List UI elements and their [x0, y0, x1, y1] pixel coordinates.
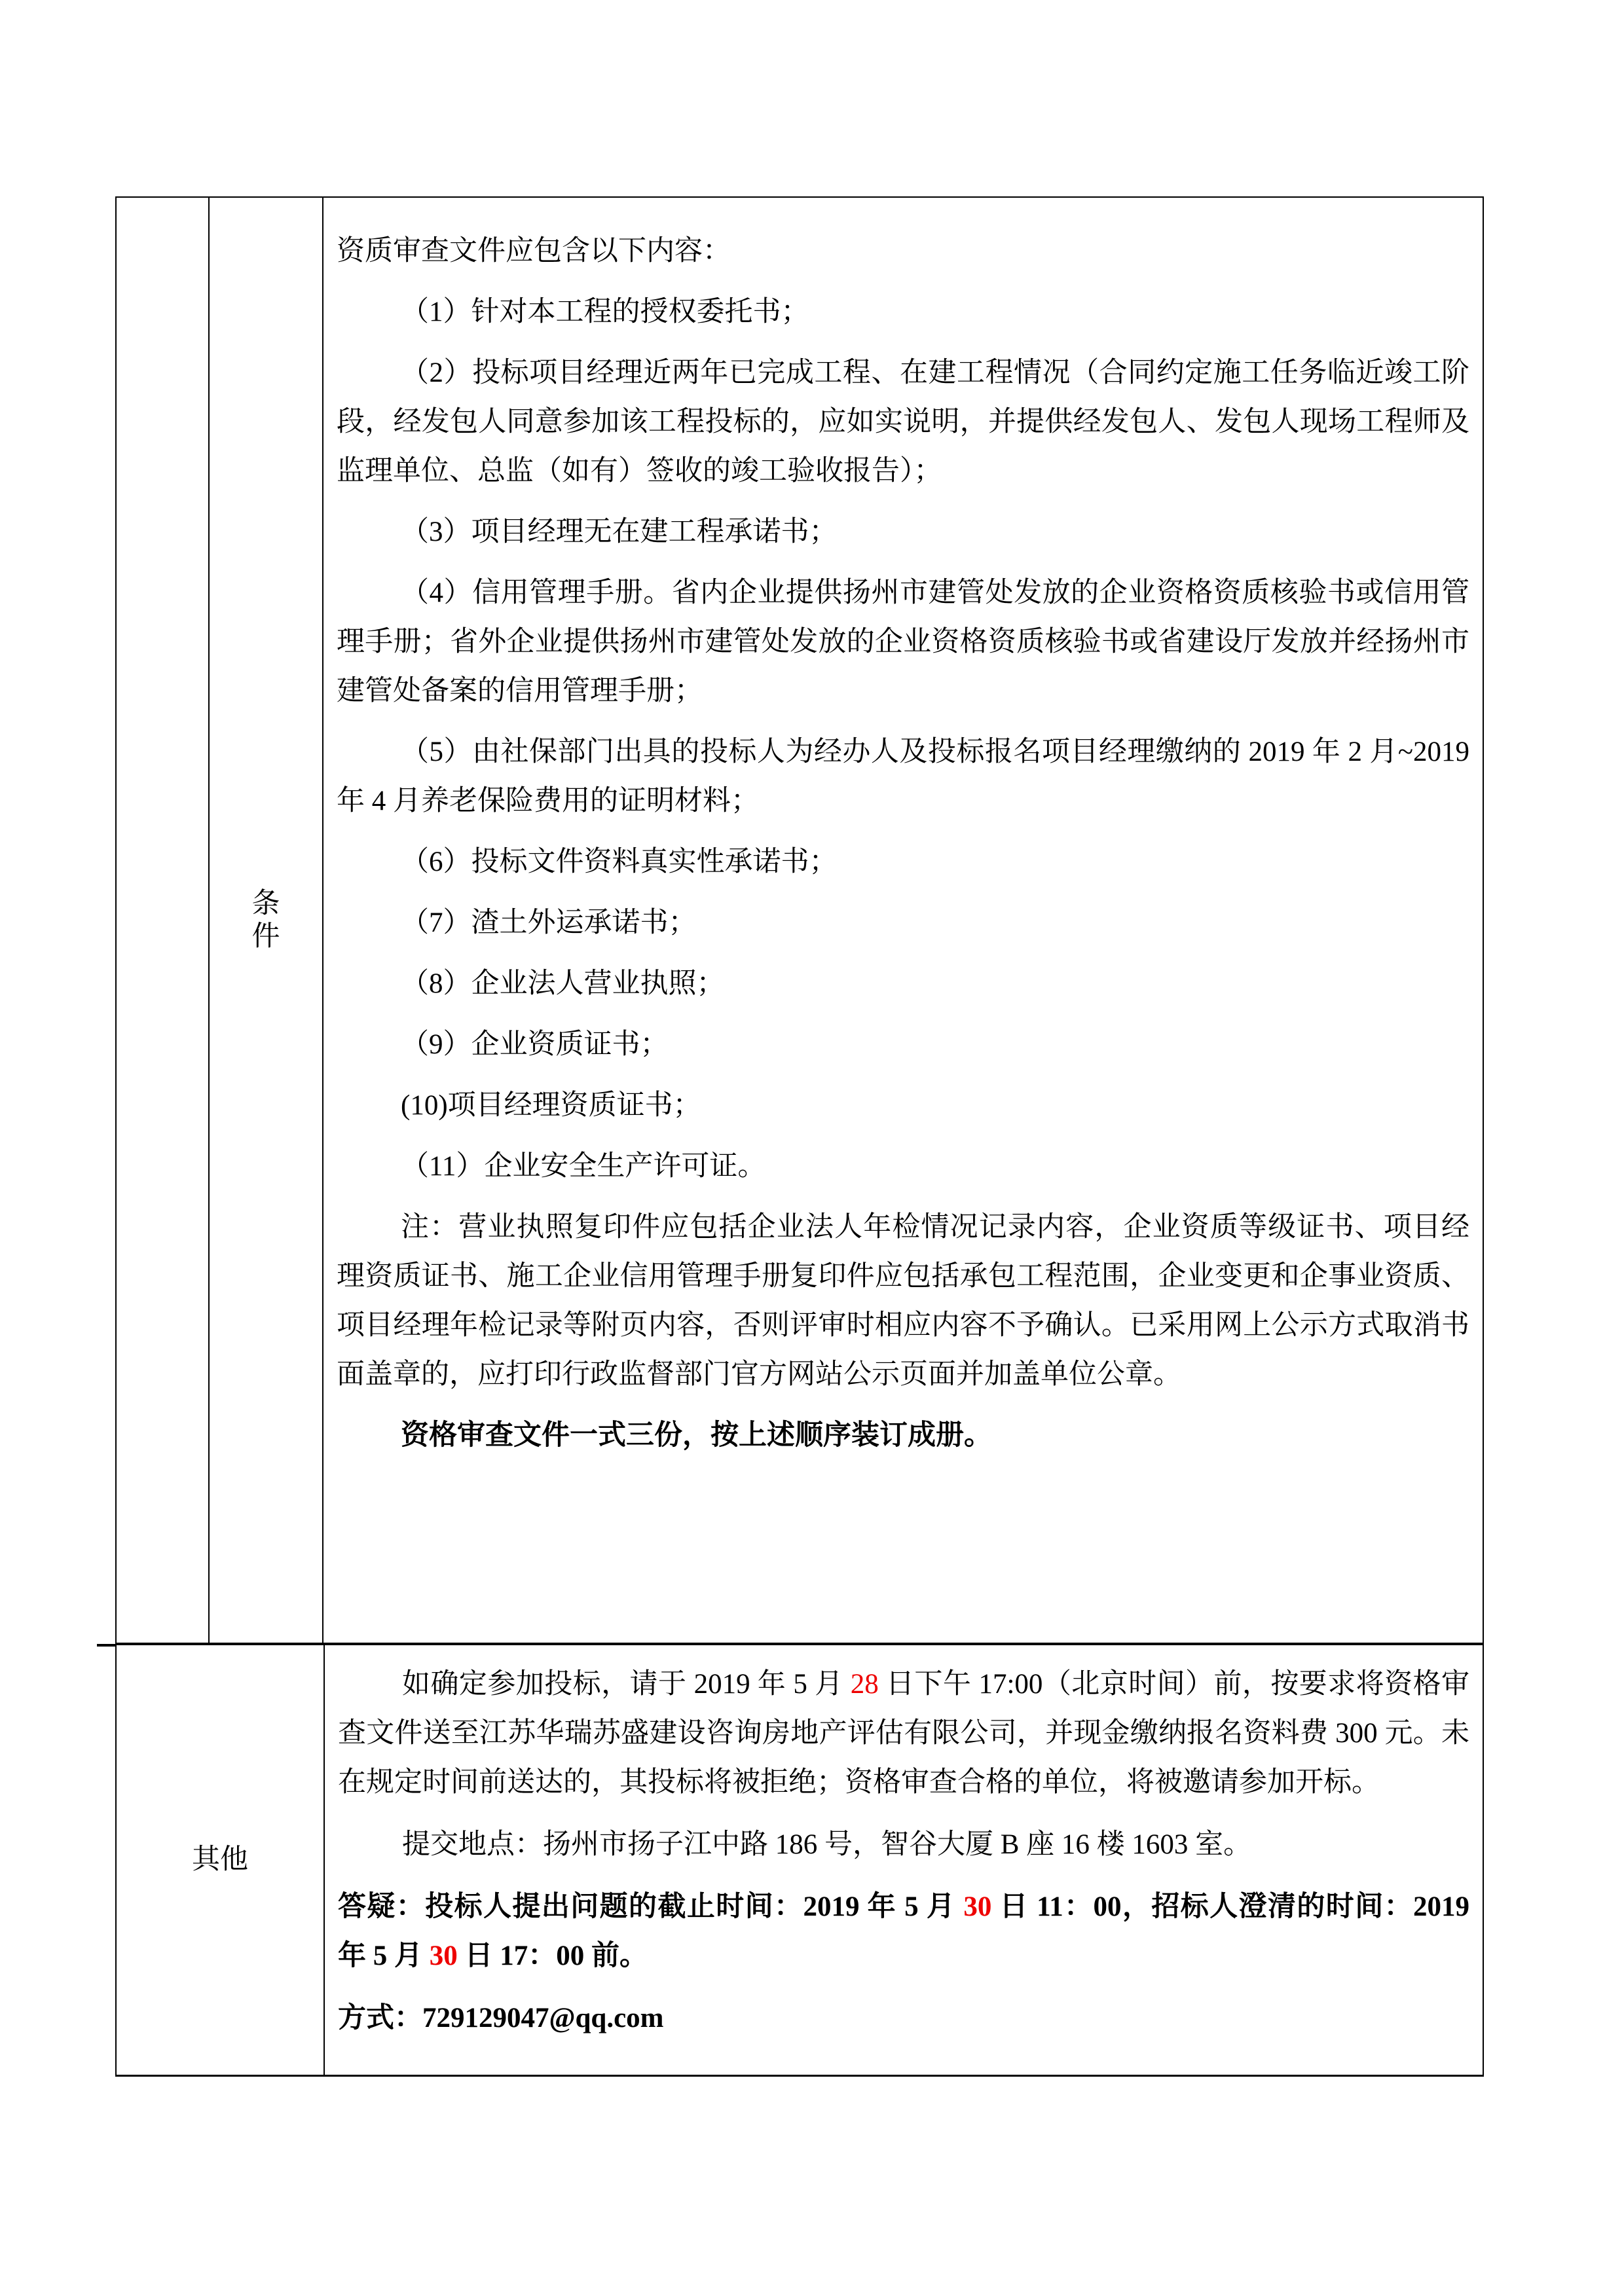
text-segment: 答疑：投标人提出问题的截止时间：2019 年 5 月 — [338, 1891, 964, 1922]
conditions-label-char-1: 条 — [251, 888, 280, 919]
paragraph — [337, 898, 1469, 947]
text-segment: （11）企业安全生产许可证。 — [401, 1151, 766, 1182]
other-label-cell — [117, 1645, 325, 2075]
other-content-cell — [325, 1645, 1483, 2075]
text-segment: 方式：729129047@qq.com — [338, 2003, 664, 2033]
conditions-label-cell — [210, 198, 323, 1643]
other-label: 其他 — [192, 1844, 248, 1875]
text-segment: 日 11：00，招标人澄清的时间：2019 年 5 月 — [338, 1891, 1470, 1971]
paragraph — [337, 507, 1469, 556]
red-date: 30 — [963, 1891, 992, 1922]
table-row-other — [117, 1645, 1483, 2075]
text-segment: 日 17：00 前。 — [457, 1941, 648, 1971]
text-segment: （4）信用管理手册。省内企业提供扬州市建管处发放的企业资格资质核验书或信用管理手册；省外企业提供扬州市建管处发放的企业资格资质核验书或省建设厅发放并经扬州市建管处备案的信用管理手册； — [337, 577, 1469, 706]
conditions-label-char-2: 件 — [251, 920, 280, 952]
paragraph — [337, 837, 1469, 886]
text-segment: （8）企业法人营业执照； — [401, 968, 725, 999]
paragraph — [337, 227, 1469, 276]
qualification-review-table — [115, 196, 1484, 2077]
text-segment: （2）投标项目经理近两年已完成工程、在建工程情况（合同约定施工任务临近竣工阶段，经发包人同意参加该工程投标的，应如实说明，并提供经发包人、发包人现场工程师及监理单位、总监（如有）签收的竣工验收报告）； — [337, 357, 1469, 486]
paragraph — [338, 1994, 1469, 2043]
text-segment: （6）投标文件资料真实性承诺书； — [401, 847, 838, 877]
text-segment: （7）渣土外运承诺书； — [401, 907, 697, 938]
text-segment: 如确定参加投标，请于 2019 年 5 月 — [402, 1669, 851, 1700]
text-segment: 提交地点：扬州市扬子江中路 186 号，智谷大厦 B 座 16 楼 1603 室。 — [402, 1829, 1252, 1860]
text-segment: 资质审查文件应包含以下内容： — [337, 236, 731, 266]
conditions-content-cell — [323, 198, 1483, 1643]
paragraph — [337, 1081, 1469, 1130]
paragraph — [337, 568, 1469, 716]
text-segment: 日下午 17:00（北京时间）前，按要求将资格审查文件送至江苏华瑞苏盛建设咨询房地产评估有限公司，并现金缴纳报名资料费 300 元。未在规定时间前送达的，其投标将被拒绝；资格审查合格的单位，将被邀请参加开标。 — [338, 1669, 1470, 1798]
paragraph — [337, 1020, 1469, 1069]
text-segment: （3）项目经理无在建工程承诺书； — [401, 517, 838, 547]
text-segment: （1）针对本工程的授权委托书； — [401, 297, 809, 327]
red-date: 30 — [429, 1941, 458, 1971]
row-divider-overhang — [97, 1644, 117, 1647]
text-segment: 资格审查文件一式三份，按上述顺序装订成册。 — [401, 1420, 992, 1451]
text-segment: （9）企业资质证书； — [401, 1029, 669, 1060]
paragraph — [337, 1142, 1469, 1191]
red-date: 28 — [850, 1669, 879, 1700]
conditions-outer-spacer-cell — [117, 198, 210, 1643]
paragraph — [337, 959, 1469, 1008]
text-segment: 注：营业执照复印件应包括企业法人年检情况记录内容，企业资质等级证书、项目经理资质证书、施工企业信用管理手册复印件应包括承包工程范围，企业变更和企事业资质、项目经理年检记录等附页内容，否则评审时相应内容不予确认。已采用网上公示方式取消书面盖章的，应打印行政监督部门官方网站公示页面并加盖单位公章。 — [337, 1212, 1469, 1390]
paragraph — [338, 1820, 1469, 1869]
conditions-label — [252, 888, 280, 953]
paragraph — [338, 1660, 1469, 1807]
text-segment: （5）由社保部门出具的投标人为经办人及投标报名项目经理缴纳的 2019 年 2 月~2019 年 4 月养老保险费用的证明材料； — [337, 737, 1469, 816]
text-segment: (10)项目经理资质证书； — [401, 1090, 701, 1121]
paragraph — [337, 348, 1469, 496]
paragraph — [337, 1411, 1469, 1460]
table-row-conditions — [117, 198, 1483, 1645]
paragraph — [337, 1203, 1469, 1399]
paragraph — [337, 727, 1469, 826]
paragraph — [337, 287, 1469, 337]
paragraph — [338, 1882, 1469, 1980]
